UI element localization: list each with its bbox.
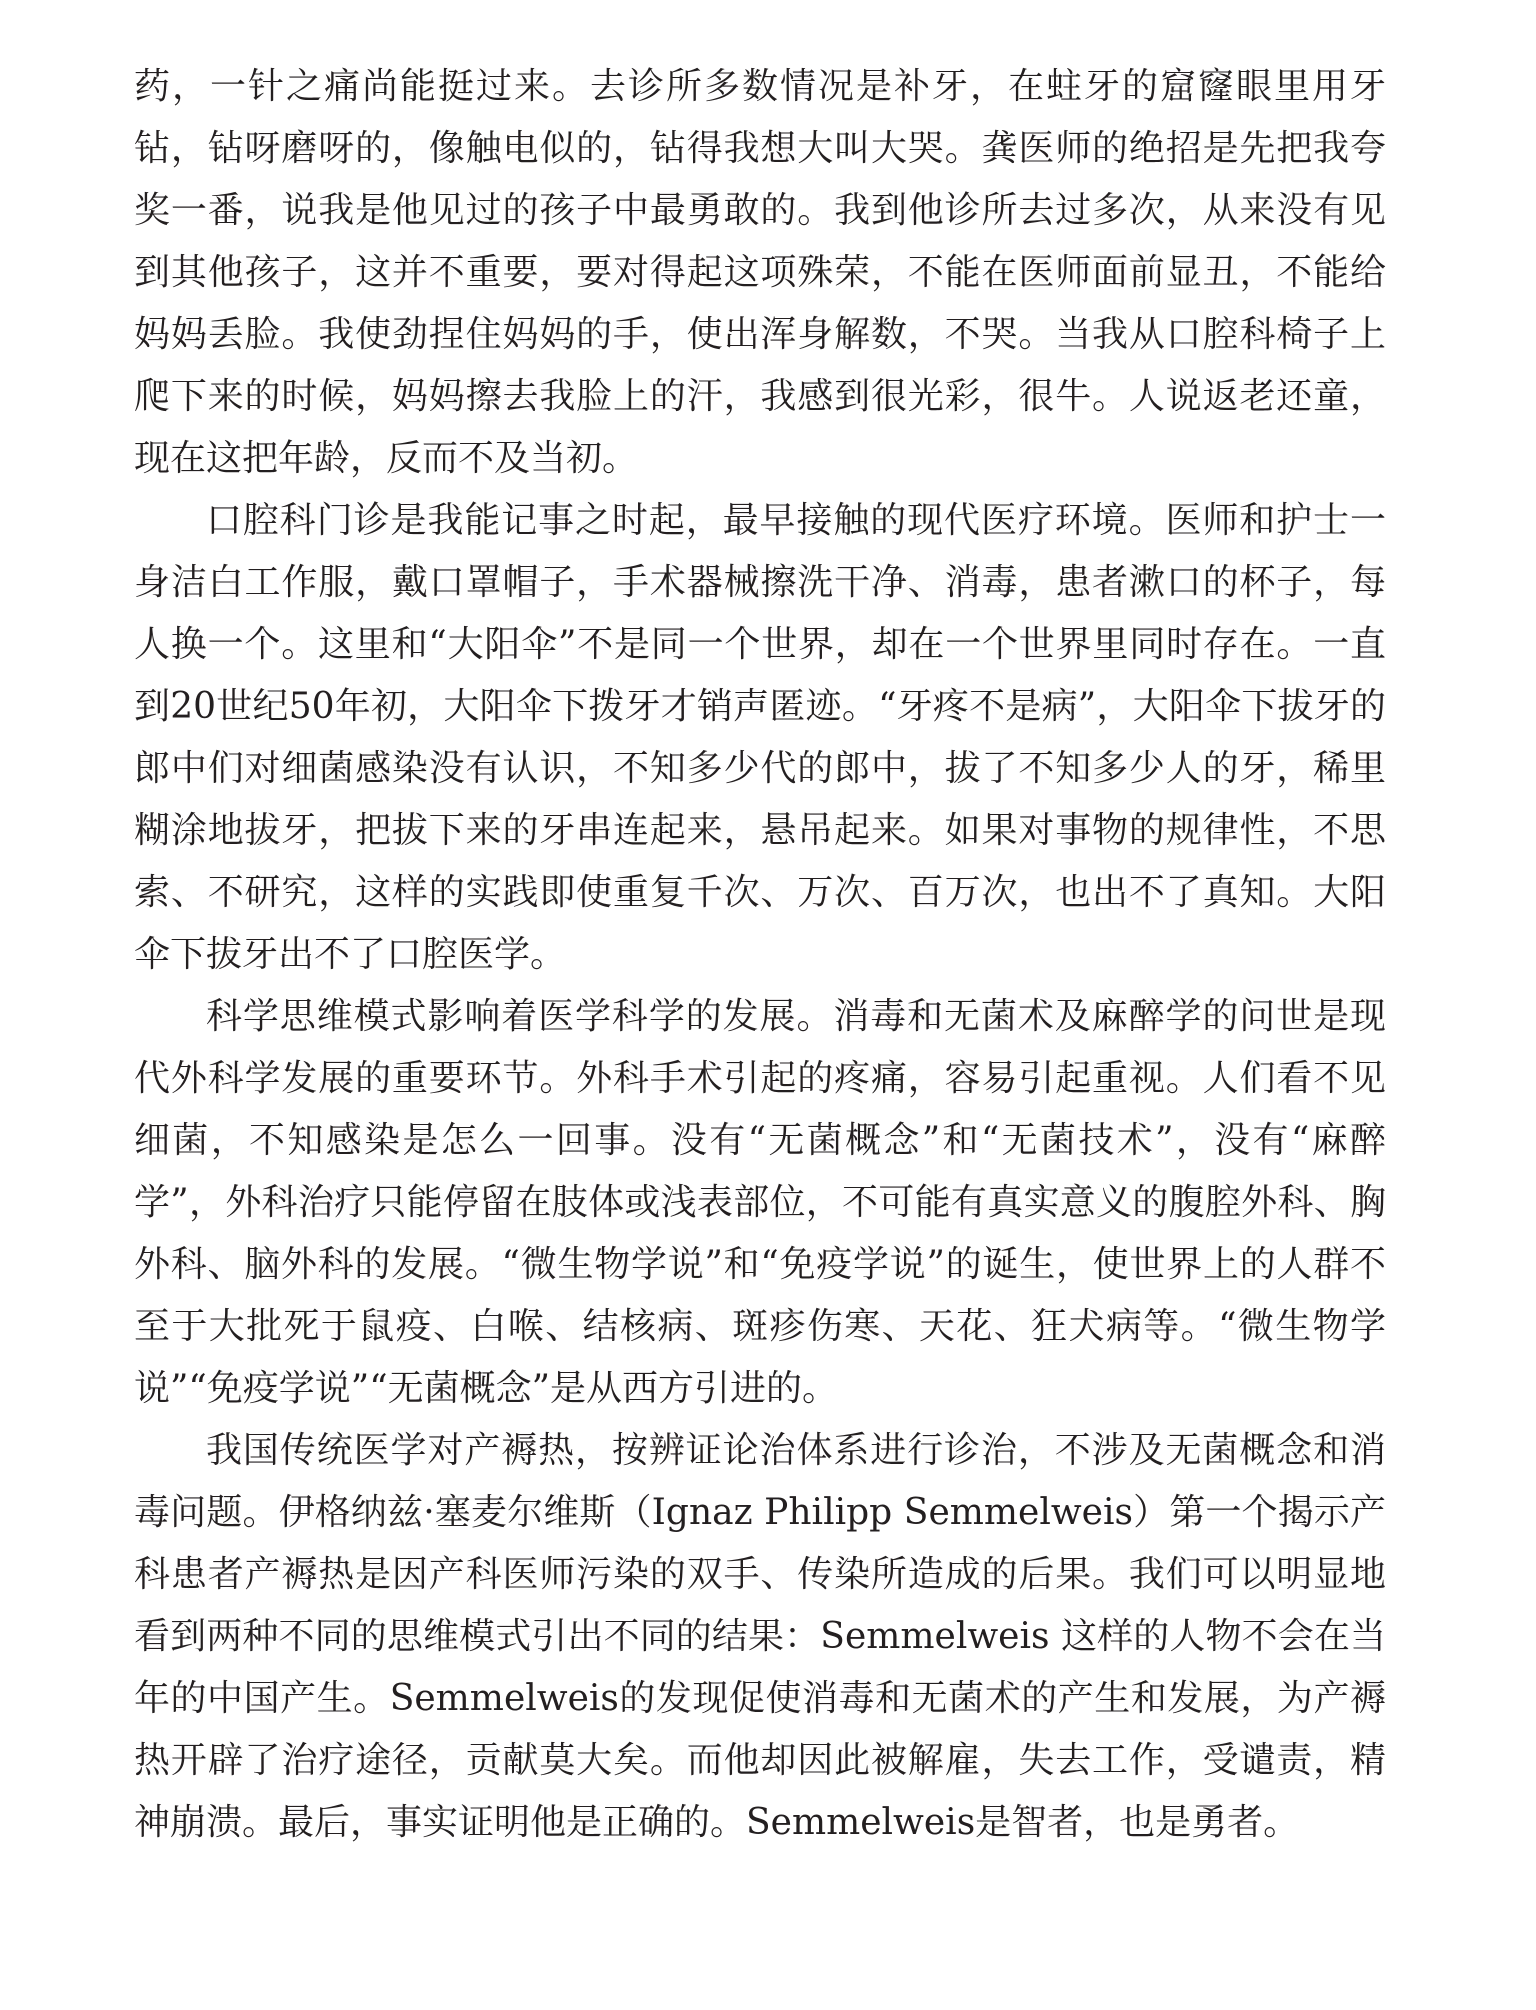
document-body: [134, 56, 1386, 1854]
paragraph-semmelweis: 我国传统医学对产褥热，按辨证论治体系进行诊治，不涉及无菌概念和消毒问题。伊格纳兹·塞麦尔维斯（Ignaz Philipp Semmelweis）第一个揭示产科患者产褥热是因产科医师污染的双手、传染所造成的后果。我们可以明显地看到两种不同的思维模式引出不同的结果：Semmelweis 这样的人物不会在当年的中国产生。Semmelweis的发现促使消毒和无菌术的产生和发展，为产褥热开辟了治疗途径，贡献莫大矣。而他却因此被解雇，失去工作，受谴责，精神崩溃。最后，事实证明他是正确的。Semmelweis是智者，也是勇者。: [134, 1430, 1386, 1843]
paragraph-scientific-thinking: 科学思维模式影响着医学科学的发展。消毒和无菌术及麻醉学的问世是现代外科学发展的重要环节。外科手术引起的疼痛，容易引起重视。人们看不见细菌，不知感染是怎么一回事。没有“无菌概念”和“无菌技术”，没有“麻醉学”，外科治疗只能停留在肢体或浅表部位，不可能有真实意义的腹腔外科、胸外科、脑外科的发展。“微生物学说”和“免疫学说”的诞生，使世界上的人群不至于大批死于鼠疫、白喉、结核病、斑疹伤寒、天花、狂犬病等。“微生物学说”“免疫学说”“无菌概念”是从西方引进的。: [134, 996, 1386, 1409]
paragraph-continued: 药，一针之痛尚能挺过来。去诊所多数情况是补牙，在蛀牙的窟窿眼里用牙钻，钻呀磨呀的，像触电似的，钻得我想大叫大哭。龚医师的绝招是先把我夸奖一番，说我是他见过的孩子中最勇敢的。我到他诊所去过多次，从来没有见到其他孩子，这并不重要，要对得起这项殊荣，不能在医师面前显丑，不能给妈妈丢脸。我使劲捏住妈妈的手，使出浑身解数，不哭。当我从口腔科椅子上爬下来的时候，妈妈擦去我脸上的汗，我感到很光彩，很牛。人说返老还童，现在这把年龄，反而不及当初。: [134, 66, 1386, 479]
paragraph-oral-clinic: 口腔科门诊是我能记事之时起，最早接触的现代医疗环境。医师和护士一身洁白工作服，戴口罩帽子，手术器械擦洗干净、消毒，患者漱口的杯子，每人换一个。这里和“大阳伞”不是同一个世界，却在一个世界里同时存在。一直到20世纪50年初，大阳伞下拨牙才销声匿迹。“牙疼不是病”，大阳伞下拔牙的郎中们对细菌感染没有认识，不知多少代的郎中，拔了不知多少人的牙，稀里糊涂地拔牙，把拔下来的牙串连起来，悬吊起来。如果对事物的规律性，不思索、不研究，这样的实践即使重复千次、万次、百万次，也出不了真知。大阳伞下拔牙出不了口腔医学。: [134, 500, 1386, 975]
